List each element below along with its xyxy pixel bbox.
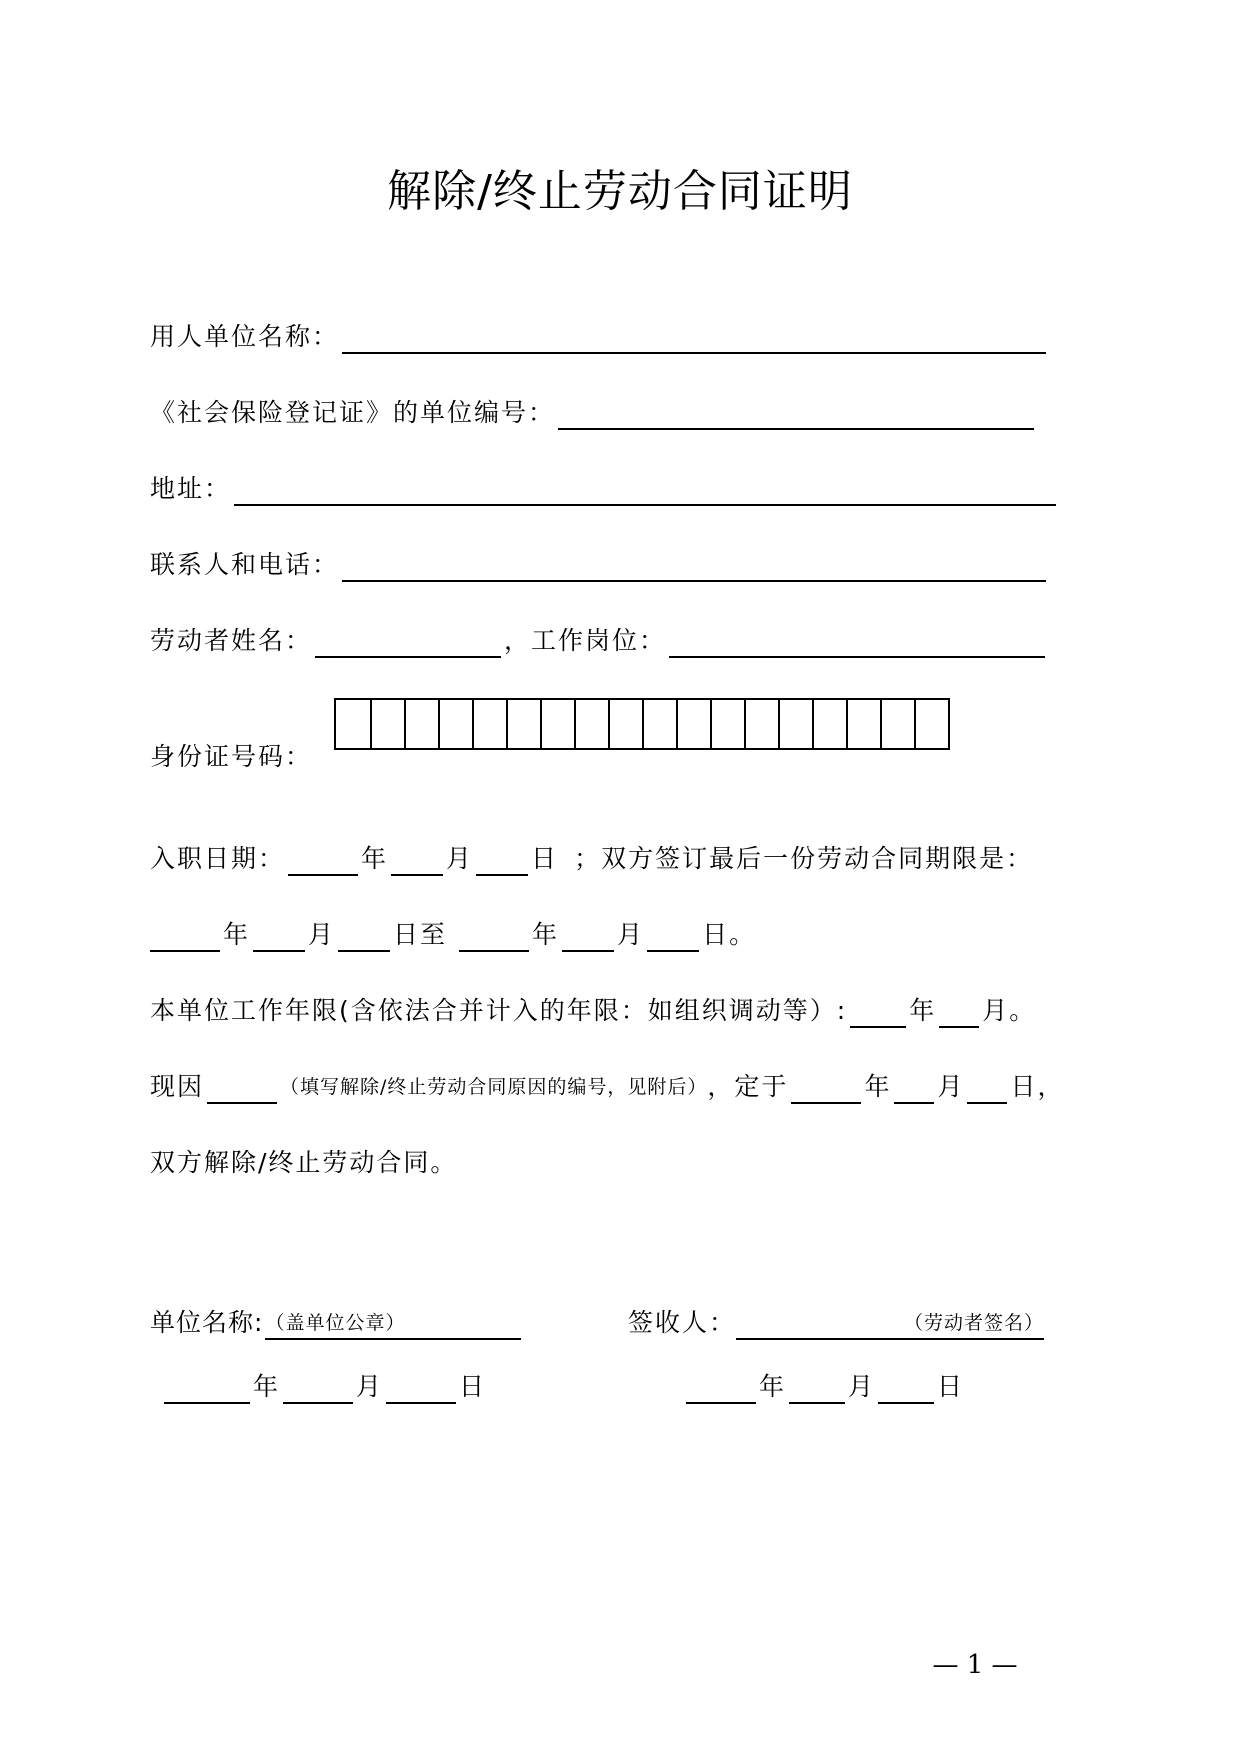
start-day-field[interactable] (338, 922, 390, 952)
unit-name-label: 单位名称: (150, 1308, 264, 1337)
worker-row (150, 624, 1048, 658)
id-digit-cell[interactable] (880, 700, 914, 748)
page-number: — 1 — (932, 1650, 1018, 1680)
receiver-year-text: 年 (759, 1372, 787, 1401)
id-digit-cell[interactable] (676, 700, 710, 748)
service-years-text: 年 (909, 996, 937, 1025)
unit-date-row (164, 1370, 486, 1404)
receiver-day-text: 日 (937, 1372, 965, 1401)
unit-month-text: 月 (356, 1372, 384, 1401)
decided-day-text: 日， (1010, 1072, 1065, 1101)
id-digit-cell[interactable] (778, 700, 812, 748)
id-digit-cell[interactable] (336, 700, 370, 748)
id-digit-cell[interactable] (914, 700, 948, 748)
id-digit-cell[interactable] (404, 700, 438, 748)
social-insurance-row (150, 396, 1037, 430)
id-number-boxes[interactable] (334, 698, 950, 750)
end-year-text: 年 (532, 920, 560, 949)
position-field[interactable] (669, 628, 1045, 658)
position-label: ，工作岗位： (504, 626, 667, 655)
receiver-month-field[interactable] (789, 1374, 845, 1404)
contact-field[interactable] (342, 552, 1046, 582)
start-month-text: 月 (308, 920, 336, 949)
receiver-date-row (686, 1370, 964, 1404)
receiver-month-text: 月 (848, 1372, 876, 1401)
contact-row (150, 548, 1049, 582)
social-insurance-label: 《社会保险登记证》的单位编号： (150, 398, 556, 427)
decided-year-field[interactable] (791, 1074, 861, 1104)
unit-year-text: 年 (253, 1372, 281, 1401)
reason-note: （填写解除/终止劳动合同原因的编号，见附后） (280, 1076, 708, 1098)
hire-date-row (150, 842, 1033, 876)
worker-name-field[interactable] (315, 628, 501, 658)
start-day-text: 日至 (393, 920, 448, 949)
contract-period-row (150, 918, 756, 952)
end-year-field[interactable] (459, 922, 529, 952)
id-digit-cell[interactable] (506, 700, 540, 748)
unit-day-field[interactable] (386, 1374, 456, 1404)
id-digit-cell[interactable] (540, 700, 574, 748)
start-year-field[interactable] (150, 922, 220, 952)
reason-row (150, 1070, 1064, 1104)
hire-day-text: 日 (531, 844, 559, 873)
receiver-year-field[interactable] (686, 1374, 756, 1404)
decided-year-text: 年 (864, 1072, 892, 1101)
hire-year-text: 年 (361, 844, 389, 873)
unit-day-text: 日 (459, 1372, 487, 1401)
reason-code-field[interactable] (207, 1074, 277, 1104)
hire-month-field[interactable] (391, 846, 443, 876)
address-label: 地址： (150, 474, 232, 503)
id-number-row (150, 740, 312, 774)
hire-month-text: 月 (446, 844, 474, 873)
start-month-field[interactable] (253, 922, 305, 952)
service-years-label: 本单位工作年限(含依法合并计入的年限：如组织调动等）: (150, 996, 848, 1025)
id-number-label: 身份证号码： (150, 742, 313, 771)
unit-signature-row (150, 1306, 521, 1340)
id-digit-cell[interactable] (370, 700, 404, 748)
conclusion-row (150, 1146, 457, 1180)
id-digit-cell[interactable] (472, 700, 506, 748)
employer-name-field[interactable] (342, 324, 1046, 354)
id-digit-cell[interactable] (608, 700, 642, 748)
employer-name-label: 用人单位名称： (150, 322, 340, 351)
unit-month-field[interactable] (283, 1374, 353, 1404)
start-year-text: 年 (223, 920, 251, 949)
decided-day-field[interactable] (967, 1074, 1007, 1104)
worker-sign-note: （劳动者签名） (904, 1312, 1045, 1334)
end-month-text: 月 (617, 920, 645, 949)
service-months-text: 月。 (982, 996, 1037, 1025)
address-field[interactable] (234, 476, 1056, 506)
id-digit-cell[interactable] (574, 700, 608, 748)
receiver-day-field[interactable] (878, 1374, 934, 1404)
decided-on-text: ，定于 (707, 1072, 789, 1101)
decided-month-field[interactable] (894, 1074, 934, 1104)
receiver-sign-field[interactable] (736, 1308, 1044, 1340)
hire-year-field[interactable] (288, 846, 358, 876)
hire-day-field[interactable] (476, 846, 528, 876)
id-digit-cell[interactable] (710, 700, 744, 748)
now-because-text: 现因 (150, 1072, 205, 1101)
decided-month-text: 月 (937, 1072, 965, 1101)
service-years-field[interactable] (850, 998, 906, 1028)
end-day-text: 日。 (702, 920, 757, 949)
receiver-row (628, 1306, 1044, 1340)
conclusion-text: 双方解除/终止劳动合同。 (150, 1148, 458, 1177)
address-row (150, 472, 1059, 506)
service-years-row (150, 994, 1036, 1028)
receiver-label: 签收人： (628, 1308, 737, 1337)
document-title: 解除/终止劳动合同证明 (387, 166, 853, 217)
employer-name-row (150, 320, 1049, 354)
end-day-field[interactable] (647, 922, 699, 952)
id-digit-cell[interactable] (438, 700, 472, 748)
contact-label: 联系人和电话： (150, 550, 340, 579)
id-digit-cell[interactable] (744, 700, 778, 748)
seal-note: （盖单位公章） (265, 1312, 406, 1334)
id-digit-cell[interactable] (642, 700, 676, 748)
service-months-field[interactable] (939, 998, 979, 1028)
id-digit-cell[interactable] (846, 700, 880, 748)
id-digit-cell[interactable] (812, 700, 846, 748)
last-contract-label: ；双方签订最后一份劳动合同期限是： (574, 844, 1034, 873)
unit-year-field[interactable] (164, 1374, 250, 1404)
end-month-field[interactable] (562, 922, 614, 952)
unit-seal-field[interactable] (265, 1308, 521, 1340)
hire-date-label: 入职日期： (150, 844, 286, 873)
worker-name-label: 劳动者姓名： (150, 626, 313, 655)
social-insurance-field[interactable] (558, 400, 1034, 430)
